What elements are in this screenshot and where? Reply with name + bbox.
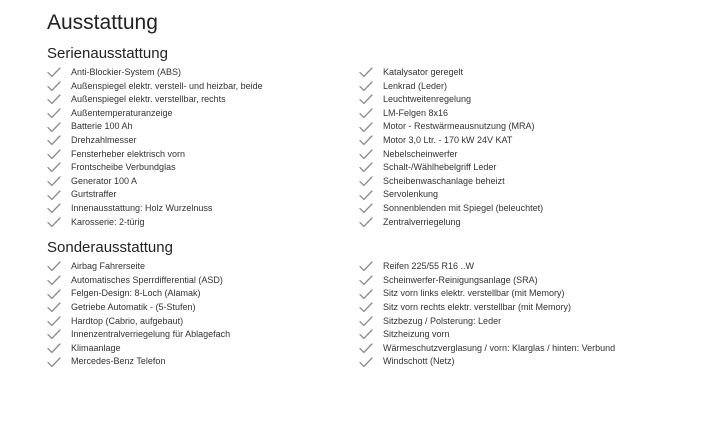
equipment-item-label: Frontscheibe Verbundglas <box>71 162 176 173</box>
section-title: Serienausstattung <box>47 45 168 62</box>
checkmark-icon <box>47 94 61 105</box>
equipment-item-label: Motor - Restwärmeausnutzung (MRA) <box>383 121 535 132</box>
checkmark-icon <box>47 316 61 327</box>
checkmark-icon <box>359 329 373 340</box>
equipment-list-item <box>359 355 671 369</box>
checkmark-icon <box>47 217 61 228</box>
checkmark-icon <box>47 329 61 340</box>
equipment-list-item <box>47 342 359 356</box>
equipment-item-label: Lenkrad (Leder) <box>383 80 448 91</box>
equipment-list-item <box>359 328 671 342</box>
equipment-item-label: Getriebe Automatik - (5-Stufen) <box>71 301 196 312</box>
checkmark-icon <box>47 343 61 354</box>
equipment-list-item <box>359 134 671 148</box>
equipment-item-label: Nebelscheinwerfer <box>383 148 458 159</box>
checkmark-icon <box>47 190 61 201</box>
equipment-item-label: Innenausstattung: Holz Wurzelnuss <box>71 202 213 213</box>
equipment-column-right <box>359 260 671 369</box>
checkmark-icon <box>47 302 61 313</box>
equipment-list-item <box>47 315 359 329</box>
equipment-item-label: Drehzahlmesser <box>71 134 137 145</box>
checkmark-icon <box>47 261 61 272</box>
equipment-item-label: Katalysator geregelt <box>383 67 464 77</box>
checkmark-icon <box>47 203 61 214</box>
section-sonderausstattung <box>47 238 707 369</box>
equipment-item-label: Scheibenwaschanlage beheizt <box>383 175 505 186</box>
equipment-item-label: Scheinwerfer-Reinigungsanlage (SRA) <box>383 274 538 285</box>
checkmark-icon <box>47 275 61 286</box>
checkmark-icon <box>47 176 61 187</box>
equipment-column-left <box>47 260 359 369</box>
equipment-item-label: Innenzentralverriegelung für Ablagefach <box>71 329 231 340</box>
equipment-column-left <box>47 66 359 229</box>
equipment-list-item <box>47 301 359 315</box>
equipment-item-label: Sitzheizung vorn <box>383 329 450 340</box>
equipment-item-label: Sonnenblenden mit Spiegel (beleuchtet) <box>383 202 544 213</box>
equipment-page <box>47 10 707 378</box>
equipment-column-right <box>359 66 671 229</box>
checkmark-icon <box>359 81 373 92</box>
equipment-item-label: Gurtstraffer <box>71 189 117 200</box>
checkmark-icon <box>359 176 373 187</box>
checkmark-icon <box>359 302 373 313</box>
equipment-list-item <box>47 175 359 189</box>
equipment-list-item <box>359 66 671 80</box>
checkmark-icon <box>47 122 61 133</box>
equipment-list-item <box>47 66 359 80</box>
equipment-list-item <box>359 342 671 356</box>
checkmark-icon <box>47 162 61 173</box>
equipment-list-item <box>359 315 671 329</box>
checkmark-icon <box>359 275 373 286</box>
equipment-item-label: Airbag Fahrerseite <box>71 261 146 272</box>
equipment-item-label: Außenspiegel elektr. verstell- und heizbar, beide <box>71 80 263 91</box>
checkmark-icon <box>359 122 373 133</box>
equipment-item-label: Anti-Blockier-System (ABS) <box>71 67 182 77</box>
equipment-item-label: Außentemperaturanzeige <box>71 107 173 118</box>
equipment-list-item <box>359 260 671 274</box>
checkmark-icon <box>359 357 373 368</box>
equipment-item-label: Motor 3,0 Ltr. - 170 kW 24V KAT <box>383 134 513 145</box>
equipment-item-label: Wärmeschutzverglasung / vorn: Klarglas / hinten: Verbund <box>383 342 616 353</box>
equipment-list-item <box>359 93 671 107</box>
checkmark-icon <box>359 316 373 327</box>
checkmark-icon <box>359 261 373 272</box>
equipment-item-label: Batterie 100 Ah <box>71 121 133 132</box>
equipment-item-label: Zentralverriegelung <box>383 216 461 227</box>
equipment-item-label: Sitzbezug / Polsterung: Leder <box>383 315 502 326</box>
section-title: Sonderausstattung <box>47 239 173 257</box>
equipment-item-label: Schalt-/Wählhebelgriff Leder <box>383 162 497 173</box>
equipment-item-label: Leuchtweitenregelung <box>383 94 472 105</box>
checkmark-icon <box>359 162 373 173</box>
equipment-item-label: Reifen 225/55 R16 ..W <box>383 261 475 272</box>
checkmark-icon <box>47 81 61 92</box>
equipment-list-item <box>47 120 359 134</box>
checkmark-icon <box>359 343 373 354</box>
checkmark-icon <box>359 94 373 105</box>
equipment-list-item <box>47 202 359 216</box>
equipment-item-label: Außenspiegel elektr. verstellbar, rechts <box>71 94 226 105</box>
equipment-list-item <box>359 188 671 202</box>
equipment-list-item <box>359 216 671 230</box>
equipment-item-label: Automatisches Sperrdifferential (ASD) <box>71 274 223 285</box>
equipment-columns <box>47 66 707 229</box>
checkmark-icon <box>47 149 61 160</box>
equipment-item-label: Generator 100 A <box>71 175 138 186</box>
equipment-list-item <box>359 148 671 162</box>
checkmark-icon <box>47 135 61 146</box>
equipment-item-label: Sitz vorn rechts elektr. verstellbar (mit Memory) <box>383 301 572 312</box>
checkmark-icon <box>359 217 373 228</box>
equipment-list-item <box>47 80 359 94</box>
checkmark-icon <box>359 149 373 160</box>
checkmark-icon <box>47 67 61 78</box>
equipment-item-label: Windschott (Netz) <box>383 356 455 367</box>
equipment-list-item <box>359 301 671 315</box>
checkmark-icon <box>359 289 373 300</box>
equipment-item-label: LM-Felgen 8x16 <box>383 107 449 118</box>
equipment-list-item <box>359 175 671 189</box>
equipment-list-item <box>47 274 359 288</box>
equipment-item-label: Klimaanlage <box>71 342 121 353</box>
checkmark-icon <box>359 135 373 146</box>
equipment-columns <box>47 260 707 369</box>
equipment-list-item <box>47 355 359 369</box>
equipment-item-label: Felgen-Design: 8-Loch (Alamak) <box>71 288 201 299</box>
equipment-list-item <box>47 260 359 274</box>
equipment-list-item <box>359 202 671 216</box>
equipment-list-item <box>359 120 671 134</box>
equipment-list-item <box>47 134 359 148</box>
equipment-list-item <box>47 93 359 107</box>
equipment-list-item <box>359 287 671 301</box>
equipment-list-item <box>359 161 671 175</box>
equipment-list-item <box>359 274 671 288</box>
checkmark-icon <box>359 67 373 78</box>
equipment-item-label: Hardtop (Cabrio, aufgebaut) <box>71 315 184 326</box>
equipment-item-label: Fensterheber elektrisch vorn <box>71 148 186 159</box>
equipment-list-item <box>47 328 359 342</box>
equipment-item-label: Karosserie: 2-türig <box>71 216 145 227</box>
section-serienausstattung <box>47 44 707 229</box>
checkmark-icon <box>47 289 61 300</box>
page-title: Ausstattung <box>47 11 158 34</box>
equipment-item-label: Sitz vorn links elektr. verstellbar (mit Memory) <box>383 288 565 299</box>
equipment-list-item <box>47 107 359 121</box>
checkmark-icon <box>359 108 373 119</box>
equipment-item-label: Servolenkung <box>383 189 439 200</box>
equipment-list-item <box>47 287 359 301</box>
equipment-list-item <box>47 188 359 202</box>
checkmark-icon <box>359 203 373 214</box>
equipment-item-label: Mercedes-Benz Telefon <box>71 356 166 367</box>
equipment-list-item <box>359 80 671 94</box>
checkmark-icon <box>47 357 61 368</box>
equipment-list-item <box>47 148 359 162</box>
equipment-list-item <box>47 161 359 175</box>
equipment-list-item <box>47 216 359 230</box>
checkmark-icon <box>47 108 61 119</box>
checkmark-icon <box>359 190 373 201</box>
equipment-list-item <box>359 107 671 121</box>
